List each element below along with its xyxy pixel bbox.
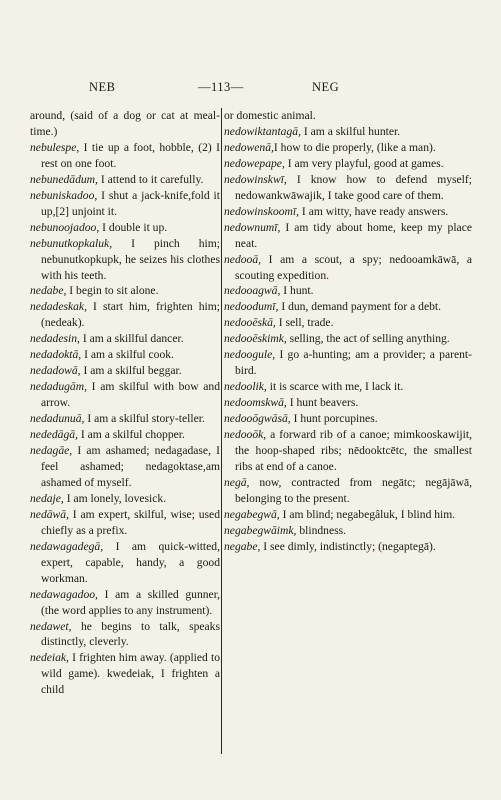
dictionary-entry [224, 315, 472, 331]
entry-headword: nedeiak, [30, 651, 69, 665]
entry-headword: nedoodumī, [224, 300, 279, 314]
dictionary-entry [224, 172, 472, 204]
entry-headword: nedooēskimk, [224, 332, 287, 346]
running-head [0, 80, 501, 96]
entry-definition: I go a-hunting; am a provider; a parent-bird. [235, 348, 472, 378]
dictionary-entry [30, 188, 220, 220]
entry-headword: nedagāe, [30, 444, 73, 458]
entry-definition: I am lonely, lovesick. [63, 491, 167, 505]
entry-headword: nedownumī, [224, 220, 281, 234]
dictionary-entry [224, 140, 472, 156]
entry-definition: I shut a jack-knife,fold it up,[2] unjoint it. [41, 188, 220, 218]
entry-headword: nedadunuā, [30, 412, 85, 426]
entry-headword: nebunoojadoo, [30, 220, 100, 234]
dictionary-entry [224, 108, 472, 124]
dictionary-entry [30, 507, 220, 539]
dictionary-entry [30, 491, 220, 507]
entry-definition: he begins to talk, speaks distinctly, cleverly. [41, 619, 220, 649]
entry-headword: nedadesin, [30, 332, 80, 346]
entry-definition: I hunt beavers. [286, 396, 359, 410]
entry-definition: I am a scout, a spy; nedooamkāwā, a scouting expedition. [235, 252, 472, 282]
entry-definition: I am a skillful dancer. [79, 332, 184, 346]
entry-definition: I am skilful with bow and arrow. [41, 380, 220, 410]
entry-headword: nedadowā, [30, 364, 81, 378]
entry-headword: nedowinskoomī, [224, 204, 300, 218]
dictionary-entry [30, 331, 220, 347]
entry-headword: nedooēskā, [224, 316, 276, 330]
entry-headword: nededāgā, [30, 428, 78, 442]
entry-definition: I tie up a foot, hobble, (2) I rest on one foot. [41, 140, 220, 170]
entry-headword: nedawagadegā, [30, 539, 104, 553]
entry-headword: nedoogule, [224, 348, 276, 362]
entry-definition: a forward rib of a canoe; mimkooskawijit, the hoop-shaped ribs; nēdooktcētc, the smallest ribs at end of a canoe. [235, 428, 472, 473]
entry-headword: nebuniskadoo, [30, 188, 98, 202]
entry-definition: I hunt. [280, 284, 314, 298]
entry-definition: now, contracted from negātc; negājāwā, belonging to the present. [235, 475, 472, 505]
entry-headword: nedooā, [224, 252, 262, 266]
entry-headword: negabegwā, [224, 507, 280, 521]
entry-headword: nebunedādum, [30, 172, 98, 186]
dictionary-entry [224, 204, 472, 220]
dictionary-entry [224, 252, 472, 284]
dictionary-entry [30, 108, 220, 140]
entry-headword: nedooōgwāsā, [224, 412, 291, 426]
entry-definition: I how to die properly, (like a man). [273, 140, 436, 154]
entry-headword: nedooagwā, [224, 284, 281, 298]
entry-headword: nedadeskak, [30, 300, 87, 314]
running-head-left: NEB [89, 80, 116, 94]
dictionary-entry [30, 140, 220, 172]
dictionary-entry [30, 236, 220, 284]
entry-definition: I am a skilful beggar. [80, 364, 182, 378]
entry-headword: nedabe, [30, 284, 67, 298]
entry-definition: I pinch him; nebunutkopkupk, he seizes his clothes with his teeth. [41, 236, 220, 282]
entry-headword: nedooōk, [224, 428, 267, 442]
entry-headword: nedāwā, [30, 507, 69, 521]
dictionary-entry [224, 427, 472, 475]
entry-headword: nedoolik, [224, 380, 267, 394]
entry-headword: nedoomskwā, [224, 396, 287, 410]
dictionary-entry [30, 347, 220, 363]
entry-headword: nedowenā, [224, 140, 274, 154]
entry-headword: negā, [224, 475, 250, 489]
dictionary-entry [224, 411, 472, 427]
entry-headword: nedowinskwī, [224, 172, 287, 186]
entry-definition: blindness. [296, 523, 347, 537]
entry-headword: negabe, [224, 539, 261, 553]
entry-headword: negabegwāimk, [224, 523, 297, 537]
entry-definition: I am tidy about home, keep my place neat. [235, 220, 472, 250]
dictionary-entry [30, 379, 220, 411]
entry-definition: I double it up. [99, 220, 168, 234]
entry-definition: I begin to sit alone. [66, 284, 159, 298]
dictionary-entry [30, 427, 220, 443]
dictionary-entry [224, 331, 472, 347]
dictionary-entry [224, 347, 472, 379]
entry-definition: I am expert, skilful, wise; used chiefly as a prefix. [41, 507, 220, 537]
entry-definition: I sell, trade. [275, 316, 334, 330]
entry-definition: I see dimly, indistinctly; (negaptegā). [260, 539, 436, 553]
entry-definition: I attend to it carefully. [97, 172, 204, 186]
left-column [30, 108, 220, 698]
dictionary-entry [30, 619, 220, 651]
entry-definition: selling, the act of selling anything. [286, 332, 450, 346]
entry-definition: I am quick-witted, expert, capable, handy, a good workman. [41, 539, 220, 585]
dictionary-entry [224, 523, 472, 539]
entry-headword: nebulespe, [30, 140, 80, 154]
entry-definition: or domestic animal. [224, 109, 316, 122]
entry-definition: I am ashamed; nedagadase, I feel ashamed; nedagoktase,am ashamed of myself. [41, 444, 220, 489]
entry-definition: I dun, demand payment for a debt. [278, 300, 442, 314]
dictionary-entry [30, 299, 220, 331]
dictionary-entry [224, 124, 472, 140]
entry-definition: I am a skilful cook. [81, 348, 174, 362]
entry-headword: nedowiktantagā, [224, 124, 301, 138]
dictionary-entry [224, 539, 472, 555]
dictionary-entry [224, 299, 472, 315]
entry-headword: nedawagadoo, [30, 587, 98, 601]
entry-definition: it is scarce with me, I lack it. [266, 380, 404, 394]
dictionary-entry [224, 379, 472, 395]
entry-definition: I am very playful, good at games. [284, 156, 444, 170]
column-divider [221, 108, 222, 754]
entry-headword: nebunutkopkaluk, [30, 236, 113, 250]
dictionary-entry [224, 283, 472, 299]
dictionary-entry [30, 650, 220, 698]
dictionary-entry [224, 220, 472, 252]
dictionary-entry [224, 507, 472, 523]
entry-headword: nedaje, [30, 491, 64, 505]
entry-definition: I know how to defend myself; nedowankwāwajik, I take good care of them. [235, 172, 472, 202]
entry-definition: I am a skilful story-teller. [84, 412, 205, 426]
entry-definition: I hunt porcupines. [290, 412, 378, 426]
dictionary-entry [30, 220, 220, 236]
dictionary-entry [30, 411, 220, 427]
entry-definition: around, (said of a dog or cat at meal-time.) [30, 109, 220, 138]
entry-definition: I am a skilful hunter. [300, 124, 401, 138]
entry-headword: nedadugām, [30, 380, 87, 394]
entry-definition: I am blind; negabegâluk, I blind him. [279, 507, 456, 521]
entry-definition: I am witty, have ready answers. [299, 204, 449, 218]
entry-headword: nedadoktā, [30, 348, 82, 362]
entry-definition: I am a skilled gunner, (the word applies to any instrument). [41, 587, 220, 617]
dictionary-entry [30, 587, 220, 619]
dictionary-entry [30, 539, 220, 587]
dictionary-entry [224, 475, 472, 507]
dictionary-entry [30, 363, 220, 379]
dictionary-entry [30, 172, 220, 188]
right-column [224, 108, 472, 555]
entry-definition: I am a skilful chopper. [77, 428, 185, 442]
entry-definition: I frighten him away. (applied to wild game). kwedeiak, I frighten a child [41, 651, 220, 697]
dictionary-entry [224, 395, 472, 411]
entry-definition: I start him, frighten him; (nedeak). [41, 300, 220, 330]
dictionary-entry [30, 443, 220, 491]
dictionary-entry [224, 156, 472, 172]
page-number: —113— [198, 80, 244, 94]
running-head-right: NEG [312, 80, 340, 94]
entry-headword: nedawet, [30, 619, 72, 633]
entry-headword: nedowepape, [224, 156, 285, 170]
dictionary-entry [30, 283, 220, 299]
